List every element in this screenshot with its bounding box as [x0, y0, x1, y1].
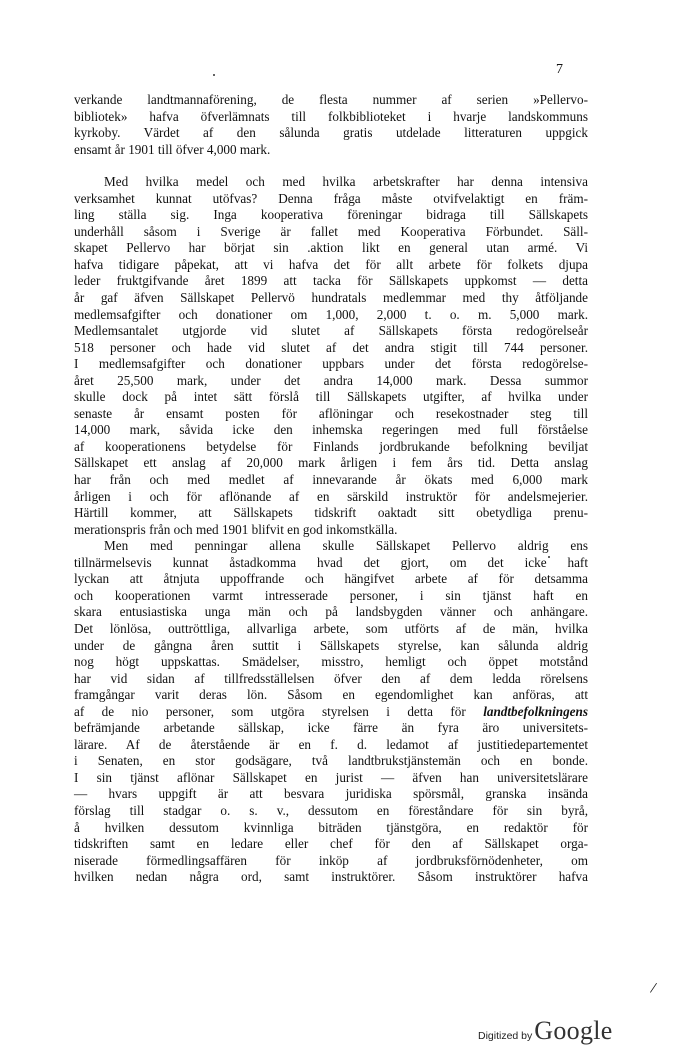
- paragraph-gap: [74, 158, 588, 174]
- page-number: 7: [556, 62, 563, 77]
- scan-speck: [213, 74, 215, 76]
- text-line: och kooperationen varmt intresserade personer, i sin tjänst haft en: [74, 587, 588, 603]
- text-line: befrämjande arbetande sällskap, icke färre än fyra äro universitets-: [74, 720, 588, 736]
- italic-term: landtbefolkningens: [483, 703, 588, 719]
- text-line: i Senaten, en stor godsägare, två landtbrukstjänstemän och en bonde.: [74, 753, 588, 769]
- text-line: af kooperationens betydelse för Finlands jordbrukande befolkning beviljat: [74, 438, 588, 454]
- digitized-watermark: [478, 1016, 613, 1046]
- text-line: under de gångna åren suttit i Sällskapets styrelse, kan sålunda aldrig: [74, 637, 588, 653]
- text-line: 14,000 mark, såvida icke den inhemska regeringen med full förståelse: [74, 422, 588, 438]
- text-line: lyckan att åtnjuta uppoffrande och hängifvet arbete af för detsamma: [74, 571, 588, 587]
- text-line: af de nio personer, som utgöra styrelsen i detta för: [74, 703, 484, 719]
- text-line: Det lönlösa, outtröttliga, allvarliga arbete, som utförts af de män, hvilka: [74, 620, 588, 636]
- text-line: skapet Pellervo har börjat sin .aktion likt en general utan armé. Vi: [74, 240, 588, 256]
- text-line: verkande landtmannaförening, de flesta nummer af serien »Pellervo-: [74, 92, 588, 107]
- watermark-brand: Google: [534, 1016, 613, 1045]
- margin-mark: /: [649, 979, 658, 998]
- text-line: leder fruktgifvande året 1899 att tacka för Sällskapets uppkomst — detta: [74, 273, 588, 289]
- watermark-prefix: Digitized by: [478, 1030, 533, 1042]
- text-line: I medlemsafgifter och donationer uppbars under det första redogörelse-: [74, 356, 588, 372]
- text-line: Men med penningar allena skulle Sällskapet Pellervo aldrig ens: [104, 538, 588, 554]
- text-line: har från och med medlet af innevarande år ökats med 6,000 mark: [74, 472, 588, 488]
- text-line: — hvars uppgift är att besvara juridiska spörsmål, granska insända: [74, 786, 588, 802]
- text-line: har vid sidan af tillfredsställelsen öfver den af dem ledda rörelsens: [74, 670, 588, 686]
- text-line: år gaf äfven Sällskapet Pellervö hundratals medlemmar med thy åtföljande: [74, 290, 588, 306]
- text-line: lärare. Af de återstående är en f. d. ledamot af justitiedepartementet: [74, 736, 588, 752]
- text-line: 518 personer och hade vid slutet af det andra stigit till 744 personer.: [74, 339, 588, 355]
- paragraph: [74, 538, 588, 885]
- text-line: nog högt uppskattas. Smädelser, misstro, hemligt och öppet motstånd: [74, 654, 588, 670]
- text-line: hvilken nedan några ord, samt instruktörer. Såsom instruktörer hafva: [74, 869, 588, 885]
- text-line: merationspris från och med 1901 blifvit en god inkomstkälla.: [74, 521, 398, 537]
- text-line: medlemsafgifter och donationer om 1,000, 2,000 t. o. m. 5,000 mark.: [74, 306, 588, 322]
- text-line: förslag till stadgar o. s. v., dessutom en föreståndare för sin byrå,: [74, 802, 588, 818]
- body-text: [74, 92, 588, 886]
- text-line: I sin tjänst aflönar Sällskapet en jurist — äfven han universitetslärare: [74, 769, 588, 785]
- text-line: Med hvilka medel och med hvilka arbetskrafter har denna intensiva: [104, 174, 588, 190]
- text-line: Härtill kommer, att Sällskapets tidskrift oaktadt sitt obetydliga prenu-: [74, 505, 588, 521]
- text-line: framgångar varit deras lön. Såsom en egendomlighet kan anföras, att: [74, 687, 588, 703]
- text-line: Sällskapet ett anslag af 20,000 mark årligen i fem års tid. Detta anslag: [74, 455, 588, 471]
- text-line: kyrkoby. Värdet af den sålunda gratis utdelade litteraturen uppgick: [74, 125, 588, 141]
- text-line: årligen i och för aflönande af en särskild instruktör för andelsmejerier.: [74, 488, 588, 504]
- paragraph: [74, 92, 588, 158]
- text-line: ling ställa sig. Inga kooperativa föreningar bidraga till Sällskapets: [74, 207, 588, 223]
- text-line: året 25,500 mark, under det andra 14,000 mark. Dessa summor: [74, 372, 588, 388]
- text-line: bibliotek» hafva öfverlämnats till folkbiblioteket i hvarje landskommuns: [74, 108, 588, 124]
- text-line-with-italic: [74, 704, 588, 721]
- text-line: skulle dock på intet sätt förslå till Sällskapets utgifter, af hvilka under: [74, 389, 588, 405]
- text-line: ensamt år 1901 till öfver 4,000 mark.: [74, 141, 271, 157]
- text-line: verksamhet kunnat utöfvas? Denna fråga måste otvifvelaktigt en främ-: [74, 190, 588, 206]
- text-line: å hvilken dessutom kvinnliga biträden tjänstgöra, en redaktör för: [74, 819, 588, 835]
- text-line: Medlemsantalet utgjorde vid slutet af Sällskapets första redogörelseår: [74, 323, 588, 339]
- text-line: tidskriften samt en ledare eller chef för den af Sällskapet orga-: [74, 836, 588, 852]
- text-line: tillnärmelsevis kunnat åstadkomma hvad det gjort, om det icke haft: [74, 554, 588, 570]
- text-line: underhåll såsom i Sverige är fallet med Kooperativa Förbundet. Säll-: [74, 223, 588, 239]
- text-line: niserade förmedlingsaffären för inköp af jordbruksförnödenheter, om: [74, 852, 588, 868]
- text-line: skara entusiastiska unga män och på landsbygden vänner och anhängare.: [74, 604, 588, 620]
- paragraph: [74, 174, 588, 538]
- text-line: hafva tidigare påpekat, att vi hafva det för allt arbete för folkets djupa: [74, 256, 588, 272]
- text-line: senaste år ensamt posten för aflöningar och resekostnader steg till: [74, 405, 588, 421]
